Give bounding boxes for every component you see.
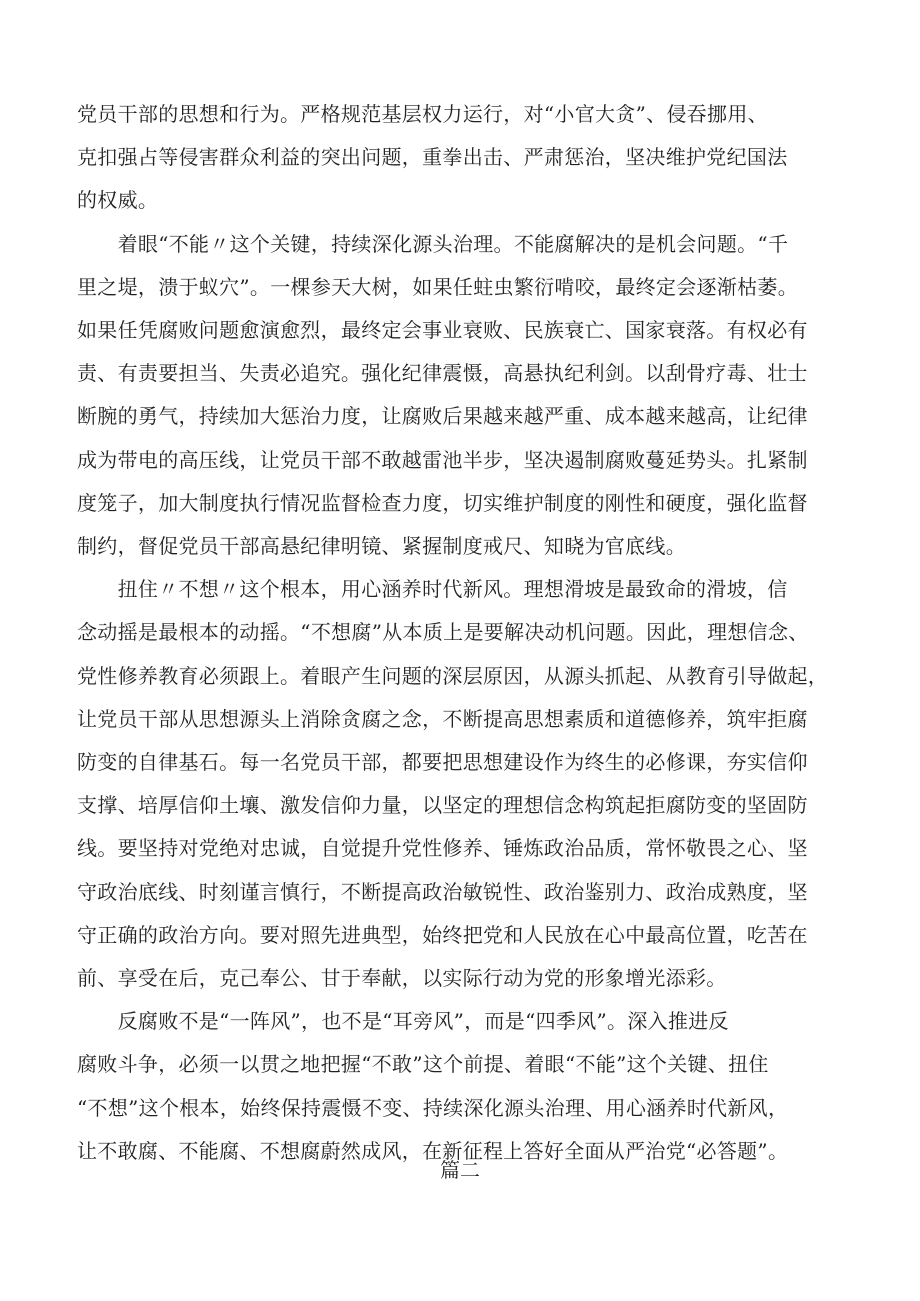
text-line: 念动摇是最根本的动摇。“不想腐”从本质上是要解决动机问题。因此，理想信念、 (77, 620, 809, 645)
text-line: 腐败斗争，必须一以贯之地把握“不敢”这个前提、着眼“不能”这个关键、扭住 (77, 1052, 769, 1077)
text-line: 支撑、培厚信仰土壤、激发信仰力量，以坚定的理想信念构筑起拒腐防变的坚固防 (77, 793, 808, 818)
text-line: 度笼子，加大制度执行情况监督检查力度，切实维护制度的刚性和硬度，强化监督 (77, 490, 808, 515)
text-line: 党员干部的思想和行为。严格规范基层权力运行，对“小官大贪”、侵吞挪用、 (77, 102, 768, 126)
text-line: 的权威。 (77, 188, 159, 213)
text-line: 成为带电的高压线，让党员干部不敢越雷池半步，坚决遏制腐败蔓延势头。扎紧制 (77, 447, 808, 472)
text-line: 如果任凭腐败问题愈演愈烈，最终定会事业衰败、民族衰亡、国家衰落。有权必有 (77, 318, 808, 342)
section-heading: 篇二 (440, 1158, 480, 1182)
text-line: 断腕的勇气，持续加大惩治力度，让腐败后果越来越严重、成本越来越高，让纪律 (77, 404, 808, 429)
text-line: 守正确的政治方向。要对照先进典型，始终把党和人民放在心中最高位置，吃苦在 (77, 922, 808, 947)
text-line: 线。要坚持对党绝对忠诚，自觉提升党性修养、锤炼政治品质，常怀敬畏之心、坚 (77, 836, 808, 861)
text-line: 让党员干部从思想源头上消除贪腐之念，不断提高思想素质和道德修养，筑牢拒腐 (77, 706, 808, 731)
text-line: 守政治底线、时刻谨言慎行，不断提高政治敏锐性、政治鉴别力、政治成熟度，坚 (77, 879, 808, 904)
text-line: 责、有责要担当、失责必追究。强化纪律震慑，高悬执纪利剑。以刮骨疗毒、壮士 (77, 361, 808, 386)
text-line: 里之堤，溃于蚁穴”。一棵参天大树，如果任蛀虫繁衍啃咬，最终定会逐渐枯萎。 (77, 274, 799, 299)
text-line: 防变的自律基石。每一名党员干部，都要把思想建设作为终生的必修课，夯实信仰 (77, 750, 808, 774)
text-line: 克扣强占等侵害群众利益的突出问题，重拳出击、严肃惩治，坚决维护党纪国法 (77, 145, 788, 170)
text-line: 让不敢腐、不能腐、不想腐蔚然成风，在新征程上答好全面从严治党“必答题”。 (77, 1138, 789, 1163)
text-line: “不想”这个根本，始终保持震慑不变、持续深化源头治理、用心涵养时代新风， (77, 1095, 789, 1120)
text-line: 扭住〃不想〃这个根本，用心涵养时代新风。理想滑坡是最致命的滑坡，信 (77, 577, 788, 602)
text-line: 前、享受在后，克己奉公、甘于奉献，以实际行动为党的形象增光添彩。 (77, 966, 727, 990)
text-line: 制约，督促党员干部高悬纪律明镜、紧握制度戒尺、知晓为官底线。 (77, 534, 686, 558)
text-line: 党性修养教育必须跟上。着眼产生问题的深层原因，从源头抓起、从教育引导做起， (77, 663, 829, 688)
text-line: 反腐败不是“一阵风”，也不是“耳旁风”，而是“四季风”。深入推进反 (77, 1009, 729, 1034)
text-line: 着眼“不能〃这个关键，持续深化源头治理。不能腐解决的是机会问题。“千 (77, 231, 789, 256)
